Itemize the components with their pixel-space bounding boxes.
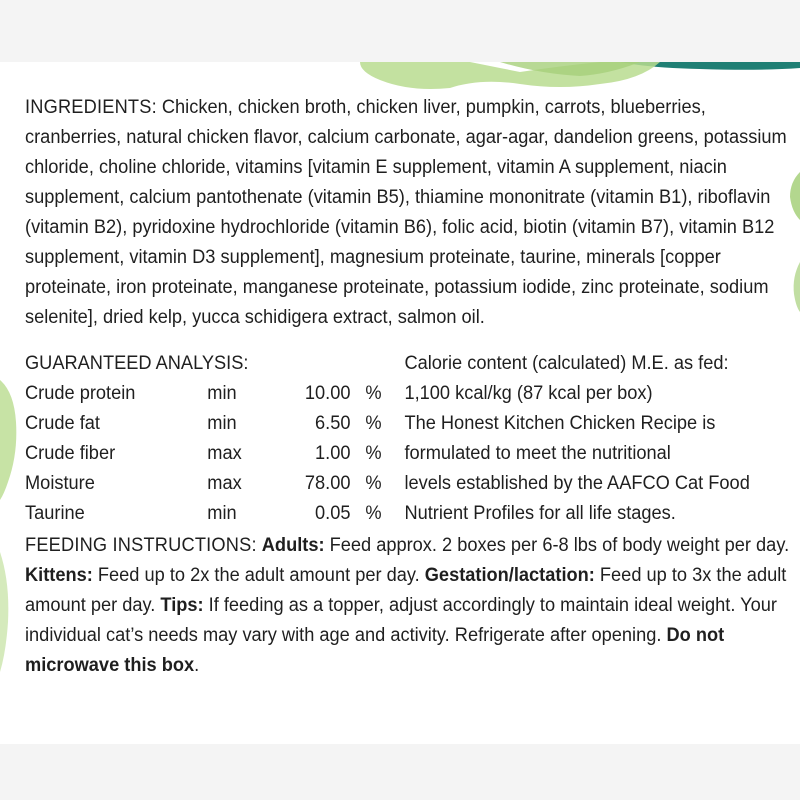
nutrient-unit: %: [365, 382, 382, 404]
nutrient-name: Crude fat: [25, 412, 100, 434]
nutrient-qualifier: max: [207, 472, 242, 494]
nutrient-unit: %: [365, 412, 382, 434]
gestation-text: Feed up to 3x the adult amount per day.: [25, 564, 787, 616]
analysis-table: [25, 348, 397, 528]
tips-label: Tips:: [160, 594, 204, 616]
nutrient-value: 10.00: [304, 382, 351, 404]
calorie-line: Nutrient Profiles for all life stages.: [404, 502, 676, 524]
nutrient-qualifier: min: [207, 502, 237, 524]
kittens-text: Feed up to 2x the adult amount per day.: [92, 564, 425, 586]
label-content: [25, 92, 789, 680]
analysis-row: [25, 378, 397, 408]
ingredients-text: Chicken, chicken broth, chicken liver, pumpkin, carrots, blueberries, cranberries, natural chicken flavor, calcium carbonate, agar-agar, dandelion greens, potassium chloride, choline chloride, vitamins [vitamin E supplement, vitamin A supplement, niacin supplement, calcium pantothenate (vitamin B5), thiamine mononitrate (vitamin B1), riboflavin (vitamin B2), pyridoxine hydrochloride (vitamin B6), folic acid, biotin (vitamin B7), vitamin B12 supplement, vitamin D3 supplement], magnesium proteinate, taurine, minerals [copper proteinate, iron proteinate, manganese proteinate, potassium iodide, zinc proteinate, sodium selenite], dried kelp, yucca schidigera extract, salmon oil.: [25, 96, 787, 328]
microwave-warning: Do not microwave this box: [25, 624, 725, 676]
analysis-row: [25, 498, 397, 528]
nutrient-value: 1.00: [315, 442, 351, 464]
adults-text: Feed approx. 2 boxes per 6-8 lbs of body weight per day.: [324, 534, 790, 556]
tips-text: If feeding as a topper, adjust accordingly to maintain ideal weight. Your individual cat’s needs may vary with age and activity. Refrigerate after opening.: [25, 594, 777, 646]
nutrient-name: Crude fiber: [25, 442, 116, 464]
nutrient-unit: %: [365, 472, 382, 494]
nutrient-name: Crude protein: [25, 382, 136, 404]
guaranteed-analysis-section: [25, 348, 789, 530]
analysis-row: [25, 408, 397, 438]
nutrient-name: Taurine: [25, 502, 85, 524]
nutrient-unit: %: [365, 442, 382, 464]
ingredients-heading: INGREDIENTS:: [25, 96, 157, 118]
analysis-row: [25, 438, 397, 468]
calorie-line: Calorie content (calculated) M.E. as fed:: [404, 352, 729, 374]
label-panel: [0, 62, 800, 744]
feeding-end: .: [194, 654, 200, 676]
gestation-label: Gestation/lactation:: [424, 564, 595, 586]
nutrient-name: Moisture: [25, 472, 95, 494]
analysis-row: [25, 468, 397, 498]
nutrient-value: 6.50: [315, 412, 351, 434]
calorie-statement: [404, 348, 795, 528]
nutrient-value: 78.00: [304, 472, 351, 494]
nutrient-qualifier: min: [207, 412, 237, 434]
calorie-line: 1,100 kcal/kg (87 kcal per box): [404, 382, 653, 404]
nutrient-value: 0.05: [315, 502, 351, 524]
analysis-heading: GUARANTEED ANALYSIS:: [25, 352, 249, 374]
ingredients-section: [25, 92, 789, 332]
kittens-label: Kittens:: [25, 564, 93, 586]
calorie-line: formulated to meet the nutritional: [404, 442, 671, 464]
nutrient-qualifier: max: [207, 442, 242, 464]
adults-label: Adults:: [261, 534, 325, 556]
nutrient-unit: %: [365, 502, 382, 524]
feeding-heading: FEEDING INSTRUCTIONS:: [25, 534, 257, 556]
calorie-line: levels established by the AAFCO Cat Food: [404, 472, 750, 494]
feeding-section: [25, 530, 789, 680]
calorie-line: The Honest Kitchen Chicken Recipe is: [404, 412, 716, 434]
nutrient-qualifier: min: [207, 382, 237, 404]
